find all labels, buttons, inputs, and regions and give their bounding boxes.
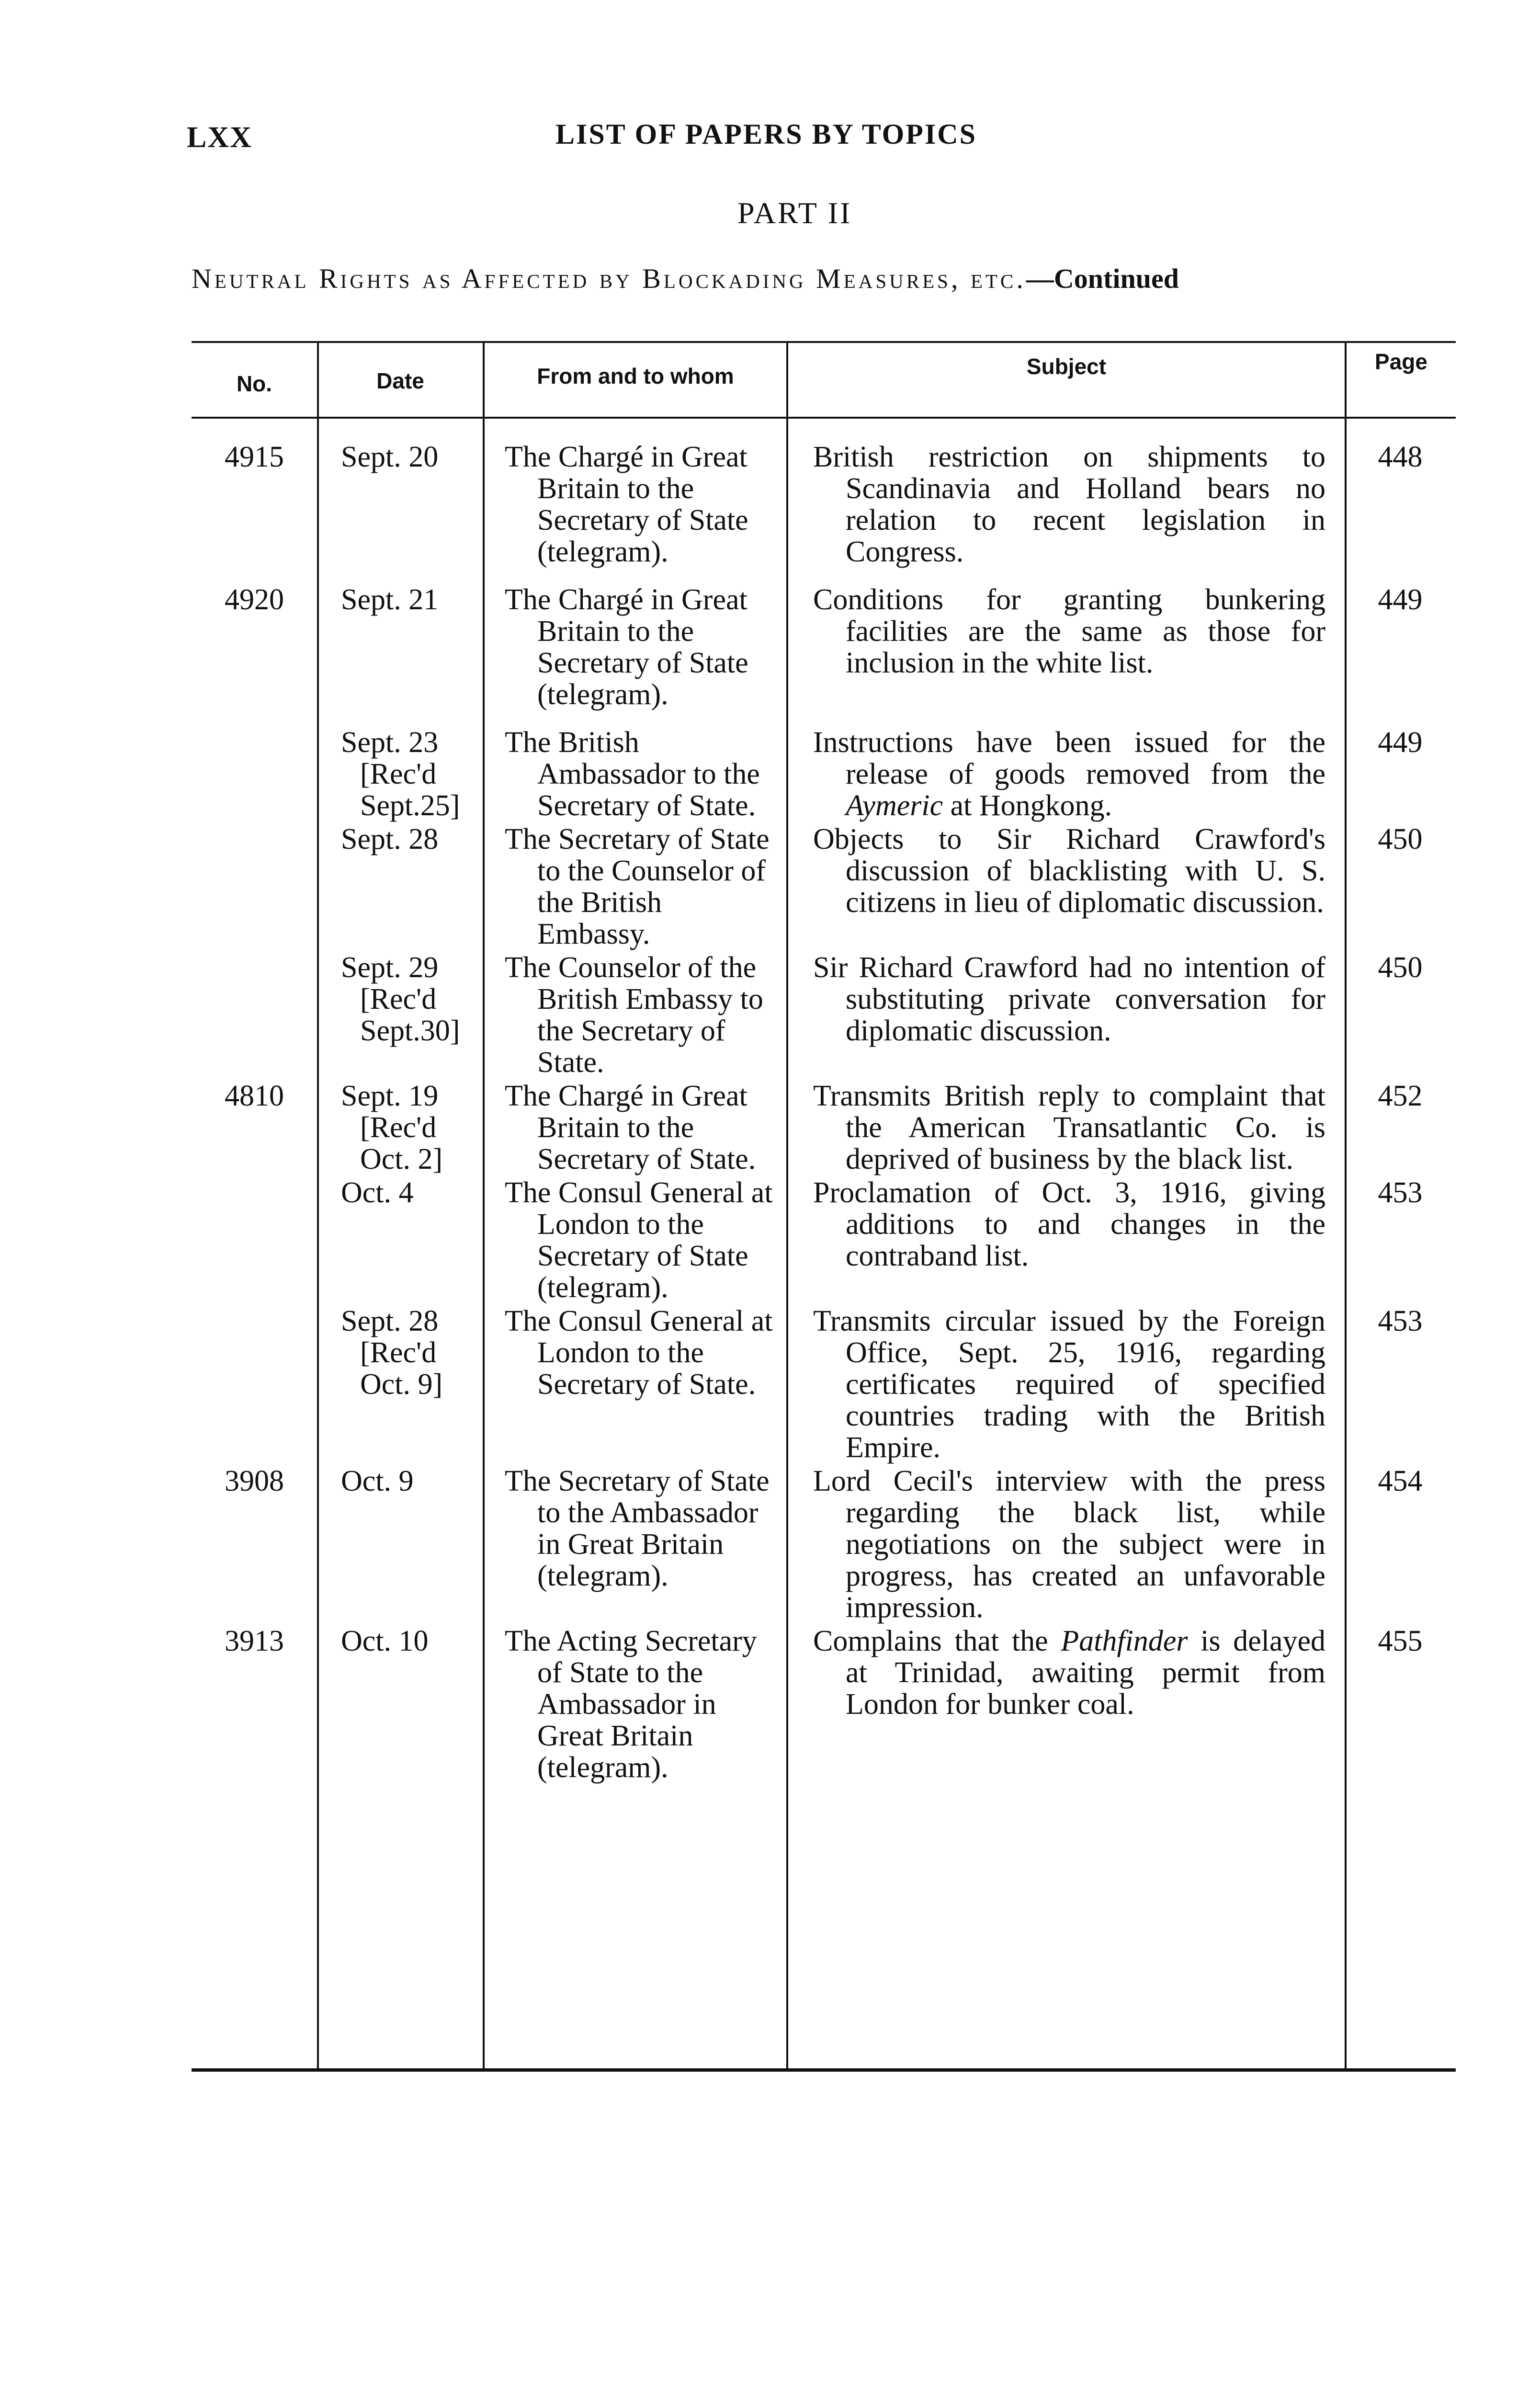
paper-subject xyxy=(786,1625,1345,1783)
section-title xyxy=(192,262,1179,295)
paper-date xyxy=(317,441,483,568)
page-number: 455 xyxy=(1378,1625,1423,1657)
paper-date xyxy=(317,1625,483,1783)
date-line: Oct. 9] xyxy=(360,1368,443,1401)
date-line: Sept. 28 xyxy=(341,823,439,855)
correspondents-text: The Counselor of the British Embassy to the Secretary of State. xyxy=(505,951,763,1079)
correspondents-text: The Chargé in Great Britain to the Secretary of State (telegram). xyxy=(505,441,748,568)
subject-text: Complains that the Pathfinder is delayed at Trinidad, awaiting permit from London for bunker coal. xyxy=(813,1625,1326,1721)
header-rule xyxy=(192,417,1456,419)
table-row xyxy=(192,952,1456,1078)
date-line: Sept. 23 xyxy=(341,726,439,759)
paper-subject xyxy=(786,1305,1345,1463)
paper-correspondents xyxy=(483,1625,786,1783)
paper-correspondents xyxy=(483,952,786,1078)
table-row xyxy=(192,584,1456,710)
paper-correspondents xyxy=(483,1080,786,1175)
paper-date xyxy=(317,1080,483,1175)
table-row xyxy=(192,1625,1456,1783)
date-line: Sept. 29 xyxy=(341,951,439,984)
table-row xyxy=(192,1305,1456,1463)
correspondents-text: The Chargé in Great Britain to the Secretary of State (telegram). xyxy=(505,583,748,711)
paper-correspondents xyxy=(483,1465,786,1623)
paper-subject xyxy=(786,441,1345,568)
date-line: Sept.25] xyxy=(360,789,460,822)
table-row xyxy=(192,1177,1456,1303)
paper-subject xyxy=(786,1080,1345,1175)
subject-text: Proclamation of Oct. 3, 1916, giving additions to and changes in the contraband list. xyxy=(813,1176,1325,1272)
table-row xyxy=(192,727,1456,821)
paper-date xyxy=(317,1177,483,1303)
date-line: Oct. 4 xyxy=(341,1176,414,1209)
page-number: 453 xyxy=(1378,1176,1423,1209)
paper-number xyxy=(192,952,317,1078)
paper-correspondents xyxy=(483,1177,786,1303)
paper-number xyxy=(192,1177,317,1303)
paper-subject xyxy=(786,823,1345,950)
paper-date xyxy=(317,584,483,710)
correspondents-text: The Consul General at London to the Secretary of State. xyxy=(505,1305,773,1401)
paper-number xyxy=(192,727,317,821)
date-line: Oct. 10 xyxy=(341,1625,429,1657)
table-body xyxy=(192,441,1456,1783)
paper-number: 3913 xyxy=(225,1625,284,1657)
column-header-subject: Subject xyxy=(1026,354,1107,379)
ship-name: Pathfinder xyxy=(1061,1625,1188,1657)
column-header-no: No. xyxy=(236,371,272,396)
paper-date xyxy=(317,952,483,1078)
table-row xyxy=(192,441,1456,568)
paper-correspondents xyxy=(483,823,786,950)
paper-correspondents xyxy=(483,727,786,821)
page-number: 449 xyxy=(1378,583,1423,616)
paper-subject xyxy=(786,952,1345,1078)
subject-text: Objects to Sir Richard Crawford's discussion of blacklisting with U. S. citizens in lieu of diplomatic discussion. xyxy=(813,823,1325,919)
column-header-date: Date xyxy=(376,368,424,393)
subject-text: Sir Richard Crawford had no intention of substituting private conversation for diplomatic discussion. xyxy=(813,951,1325,1047)
column-header-from: From and to whom xyxy=(537,364,734,388)
paper-date xyxy=(317,1465,483,1623)
papers-table xyxy=(192,341,1456,2072)
paper-subject xyxy=(786,727,1345,821)
table-row xyxy=(192,1080,1456,1175)
date-line: Oct. 2] xyxy=(360,1143,443,1175)
date-line: [Rec'd xyxy=(360,1336,437,1369)
section-name: Neutral Rights as Affected by Blockading Measures, etc. xyxy=(192,263,1026,294)
page-number: 452 xyxy=(1378,1080,1423,1112)
page-folio: LXX xyxy=(187,121,252,154)
subject-text: Transmits circular issued by the Foreign Office, Sept. 25, 1916, regarding certificates required of specified countries trading with the British Empire. xyxy=(813,1305,1325,1464)
correspondents-text: The British Ambassador to the Secretary of State. xyxy=(505,726,760,822)
paper-number: 4810 xyxy=(225,1080,284,1112)
paper-correspondents xyxy=(483,584,786,710)
subject-text: Instructions have been issued for the release of goods removed from the Aymeric at Hongkong. xyxy=(813,726,1325,822)
subject-text: Transmits British reply to complaint that the American Transatlantic Co. is deprived of business by the black list. xyxy=(813,1080,1325,1175)
paper-correspondents xyxy=(483,441,786,568)
date-line: [Rec'd xyxy=(360,758,437,790)
date-line: Sept. 28 xyxy=(341,1305,439,1337)
subject-text: Lord Cecil's interview with the press regarding the black list, while negotiations on the subject were in progress, has created an unfavorable impression. xyxy=(813,1465,1325,1624)
paper-number: 3908 xyxy=(225,1465,284,1497)
page-number: 450 xyxy=(1378,951,1423,984)
date-line: Sept. 19 xyxy=(341,1080,439,1112)
continued-label: —Continued xyxy=(1026,263,1179,294)
paper-subject xyxy=(786,1465,1345,1623)
subject-text: British restriction on shipments to Scandinavia and Holland bears no relation to recent legislation in Congress. xyxy=(813,441,1325,568)
date-line: Sept. 21 xyxy=(341,583,439,616)
correspondents-text: The Secretary of State to the Counselor of the British Embassy. xyxy=(505,823,770,950)
correspondents-text: The Acting Secretary of State to the Ambassador in Great Britain (telegram). xyxy=(505,1625,757,1784)
correspondents-text: The Consul General at London to the Secretary of State (telegram). xyxy=(505,1176,773,1304)
date-line: Sept. 20 xyxy=(341,441,439,473)
correspondents-text: The Chargé in Great Britain to the Secretary of State. xyxy=(505,1080,756,1175)
date-line: Sept.30] xyxy=(360,1015,460,1047)
page-number: 450 xyxy=(1378,823,1423,855)
subject-text: Conditions for granting bunkering facilities are the same as those for inclusion in the white list. xyxy=(813,583,1325,679)
paper-date xyxy=(317,1305,483,1463)
paper-number: 4915 xyxy=(225,441,284,473)
ship-name: Aymeric xyxy=(846,789,943,822)
paper-subject xyxy=(786,584,1345,710)
date-line: [Rec'd xyxy=(360,983,437,1015)
page-number: 453 xyxy=(1378,1305,1423,1337)
page-number: 448 xyxy=(1378,441,1423,473)
paper-date xyxy=(317,727,483,821)
page-number: 449 xyxy=(1378,726,1423,759)
paper-number xyxy=(192,1305,317,1463)
paper-date xyxy=(317,823,483,950)
date-line: Oct. 9 xyxy=(341,1465,414,1497)
table-row xyxy=(192,823,1456,950)
page-number: 454 xyxy=(1378,1465,1423,1497)
date-line: [Rec'd xyxy=(360,1111,437,1144)
part-title: PART II xyxy=(737,196,852,230)
paper-correspondents xyxy=(483,1305,786,1463)
column-header-page: Page xyxy=(1375,349,1427,374)
running-head: LIST OF PAPERS BY TOPICS xyxy=(555,118,977,150)
paper-number xyxy=(192,823,317,950)
paper-number: 4920 xyxy=(225,583,284,616)
correspondents-text: The Secretary of State to the Ambassador in Great Britain (telegram). xyxy=(505,1465,770,1592)
table-row xyxy=(192,1465,1456,1623)
paper-subject xyxy=(786,1177,1345,1303)
